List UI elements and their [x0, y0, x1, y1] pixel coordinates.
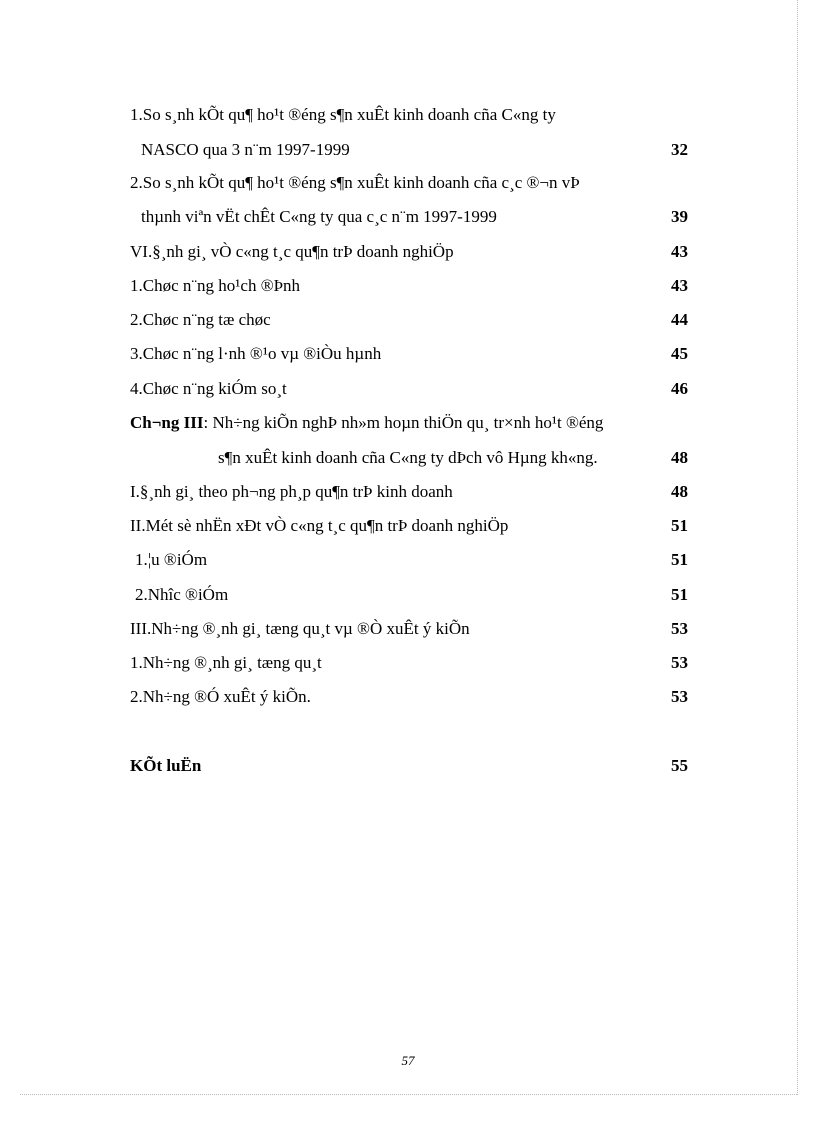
toc-entry: [0, 102, 816, 128]
toc-entry-page: 39: [671, 207, 688, 226]
toc-entry-title: III.Nh÷ng ®¸nh gi¸ tæng qu¸t vµ ®Ò xuÊt ý kiÕn: [130, 619, 470, 638]
toc-entry-title: VI.§¸nh gi¸ vÒ c«ng t¸c qu¶n trÞ doanh nghiÖp: [130, 242, 454, 261]
toc-entry-page: 51: [671, 516, 688, 535]
toc-entry-page: 53: [671, 687, 688, 706]
toc-entry-page: 51: [671, 585, 688, 604]
toc-entry-page: 48: [671, 482, 688, 501]
toc-chapter-entry: [0, 410, 816, 436]
toc-entry-title: I.§¸nh gi¸ theo ph¬ng ph¸p qu¶n trÞ kinh doanh: [130, 482, 453, 501]
toc-entry: [0, 204, 816, 230]
toc-entry-title: 2.So s¸nh kÕt qu¶ ho¹t ®éng s¶n xuÊt kinh doanh cña c¸c ®¬n vÞ: [130, 173, 580, 192]
toc-entry: [0, 137, 816, 163]
toc-entry-title: NASCO qua 3 n¨m 1997-1999: [141, 140, 350, 159]
toc-entry: [0, 376, 816, 402]
toc-entry-page: 32: [671, 140, 688, 159]
toc-entry-title: 4.Chøc n¨ng kiÓm so¸t: [130, 379, 287, 398]
toc-entry-title: 2.Nh÷ng ®Ó xuÊt ý kiÕn.: [130, 687, 311, 706]
toc-entry: [0, 479, 816, 505]
toc-entry-title: 2.Chøc n¨ng tæ chøc: [130, 310, 271, 329]
toc-entry: [0, 170, 816, 196]
toc-entry: [0, 341, 816, 367]
chapter-title: : Nh÷ng kiÕn nghÞ nh»m hoµn thiÖn qu¸ tr×nh ho¹t ®éng: [203, 413, 604, 432]
page-edge-bottom: [20, 1094, 797, 1095]
toc-entry-page: 43: [671, 276, 688, 295]
toc-conclusion-entry: [0, 753, 816, 779]
toc-entry-page: 48: [671, 448, 688, 467]
toc-entry-page: 53: [671, 653, 688, 672]
toc-entry: [0, 582, 816, 608]
toc-entry-title: 3.Chøc n¨ng l·nh ®¹o vµ ®iÒu hµnh: [130, 344, 382, 363]
toc-entry-page: 53: [671, 619, 688, 638]
toc-entry-page: 44: [671, 310, 688, 329]
toc-entry-title: 1.Chøc n¨ng ho¹ch ®Þnh: [130, 276, 301, 295]
page-number: 57: [401, 1053, 415, 1068]
toc-entry-title: s¶n xuÊt kinh doanh cña C«ng ty dÞch vô Hµng kh«ng.: [218, 448, 598, 467]
toc-entry-page: 51: [671, 550, 688, 569]
toc-entry: [0, 273, 816, 299]
toc-entry: [0, 684, 816, 710]
toc-entry-page: 55: [671, 756, 688, 775]
toc-entry: [0, 513, 816, 539]
toc-entry: [0, 547, 816, 573]
toc-entry-title: 2.Nhîc ®iÓm: [135, 585, 229, 604]
toc-entry-title: [130, 410, 603, 436]
toc-entry-title: thµnh viªn vËt chÊt C«ng ty qua c¸c n¨m 1997-1999: [141, 207, 497, 226]
toc-entry-title: 1.¦u ®iÓm: [135, 550, 208, 569]
toc-entry-title: II.Mét sè nhËn xÐt vÒ c«ng t¸c qu¶n trÞ doanh nghiÖp: [130, 516, 509, 535]
toc-entry-title: 1.So s¸nh kÕt qu¶ ho¹t ®éng s¶n xuÊt kinh doanh cña C«ng ty: [130, 105, 556, 124]
chapter-label: Ch¬ng III: [130, 413, 204, 432]
toc-entry-page: 45: [671, 344, 688, 363]
toc-entry: [0, 445, 816, 471]
toc-entry: [0, 650, 816, 676]
toc-entry: [0, 616, 816, 642]
toc-entry: [0, 239, 816, 265]
toc-entry-page: 46: [671, 379, 688, 398]
toc-entry-title: KÕt luËn: [130, 756, 202, 775]
toc-entry-title: 1.Nh÷ng ®¸nh gi¸ tæng qu¸t: [130, 653, 322, 672]
toc-entry: [0, 307, 816, 333]
toc-entry-page: 43: [671, 242, 688, 261]
